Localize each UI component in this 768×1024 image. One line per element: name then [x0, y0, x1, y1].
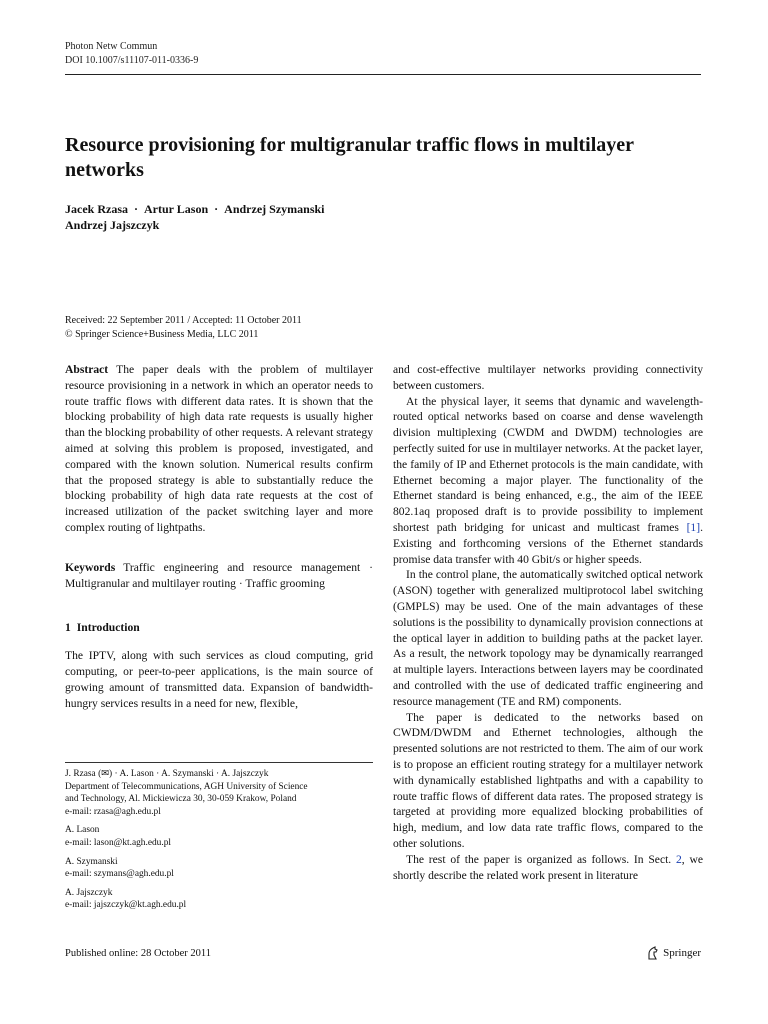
- paper-title: Resource provisioning for multigranular traffic flows in multilayer networks: [65, 134, 634, 181]
- author-name: Andrzej Szymanski: [224, 202, 325, 216]
- affiliation-footnotes: [65, 768, 373, 918]
- author-name: Andrzej Jajszczyk: [65, 218, 160, 232]
- received-accepted-dates: Received: 22 September 2011 / Accepted: 11 October 2011: [65, 315, 302, 326]
- paragraph-text: , we shortly describe the related work present in literature: [393, 852, 703, 882]
- journal-header: [65, 40, 198, 68]
- author-separator: ·: [214, 202, 219, 216]
- body-paragraph: The paper is dedicated to the networks based on CWDM/DWDM and Ethernet technologies, although the presented solutions are not restricted to them. The aim of our work is to propose an efficient routing strategy for a multilayer network with dynamically established lightpaths and with a capability to route traffic flows of different data rates. The proposed strategy is targeted at providing more equalized blocking probabilities of high, medium, and low data rate traffic flows, compared to the other solutions.: [393, 710, 703, 850]
- footnote-authors: J. Rzasa (✉) · A. Lason · A. Szymanski · A. Jajszczyk: [65, 769, 269, 779]
- citation-link[interactable]: [1]: [686, 520, 701, 534]
- body-paragraph: [393, 852, 703, 884]
- footnote-block: [65, 856, 373, 881]
- left-column: [65, 362, 373, 711]
- footnote-email: e-mail: rzasa@agh.edu.pl: [65, 806, 161, 817]
- author-name: Artur Lason: [144, 202, 209, 216]
- section-heading: [65, 620, 373, 636]
- abstract-text: The paper deals with the problem of multilayer resource provisioning in a network in which an operator needs to route traffic flows with different data rates. It is shown that the blocking probability of high data rate requests is usually higher than the blocking probability of other requests. A relevant strategy aimed at solving this problem is proposed, investigated, and compared with the known solution. Numerical results confirm that the proposed strategy is able to substantially reduce the blocking probability of high data rate requests at the cost of increased utilization of the packet switching layer and more complex routing of lightpaths.: [65, 363, 373, 534]
- intro-paragraph: The IPTV, along with such services as cloud computing, grid computing, or peer-to-peer applications, is the main source of growing amount of transmitted data. Expansion of bandwidth-hungry services results in a need for new, flexible,: [65, 649, 373, 710]
- published-online-date: Published online: 28 October 2011: [65, 948, 212, 959]
- abstract: [65, 362, 373, 536]
- footnote-rule: [65, 762, 373, 763]
- footnote-block: [65, 887, 373, 912]
- paragraph-text: The rest of the paper is organized as follows. In Sect.: [406, 852, 676, 866]
- section-number: 1: [65, 621, 71, 635]
- footnote-name: A. Szymanski: [65, 856, 118, 867]
- section-link[interactable]: 2: [675, 852, 682, 866]
- footnote-email: e-mail: lason@kt.agh.edu.pl: [65, 837, 172, 848]
- body-paragraph: [393, 394, 703, 568]
- springer-horse-icon: [646, 946, 659, 960]
- body-paragraph: and cost-effective multilayer networks providing connectivity between customers.: [393, 363, 703, 392]
- copyright-line: © Springer Science+Business Media, LLC 2011: [65, 329, 259, 340]
- author-name: Jacek Rzasa: [65, 202, 128, 216]
- footnote-block: [65, 768, 373, 818]
- doi-link[interactable]: DOI 10.1007/s11107-011-0336-9: [65, 55, 199, 66]
- journal-name: Photon Netw Commun: [65, 41, 158, 52]
- footnote-department: Department of Telecommunications, AGH University of Science: [65, 781, 308, 792]
- footnote-email: e-mail: szymans@agh.edu.pl: [65, 869, 174, 880]
- body-paragraph: In the control plane, the automatically switched optical network (ASON) together with generalized multiprotocol label switching (GMPLS) may be used. One of the main advantages of these solutions is the possibility to dynamically provision connections at the optical layer in addition to building paths at the packet layer. As a result, the network topology may be dynamically rearranged at multiple layers. Interactions between layers may be coordinated and controlled with the use of dedicated traffic engineering and resource management (TE and RM) components.: [393, 568, 703, 708]
- footnote-block: [65, 824, 373, 849]
- section-title: Introduction: [76, 621, 140, 635]
- footnote-email: e-mail: jajszczyk@kt.agh.edu.pl: [65, 900, 187, 911]
- publisher-name: Springer: [663, 947, 701, 959]
- keywords: [65, 560, 373, 592]
- footnote-address: and Technology, Al. Mickiewicza 30, 30-059 Krakow, Poland: [65, 794, 297, 805]
- footnote-name: A. Lason: [65, 825, 100, 836]
- paragraph-text: At the physical layer, it seems that dynamic and wavelength-routed optical networks based on coarse and dense wavelength division multiplexing (CWDM and DWDM) technologies are perfectly suited for use in multilayer networks. At the packet layer, the family of IP and Ethernet protocols is the main candidate, with Ethernet becoming a major player. The functionality of the Ethernet standard is being enhanced, e.g., the aim of the IEEE 802.1aq proposed draft is to provide possibility to implement shortest path bridging for unicast and multicast frames: [393, 394, 703, 534]
- paragraph-text: . Existing and forthcoming versions of the Ethernet standards promise data transfer with 40 Gbit/s or higher speeds.: [393, 520, 703, 566]
- footnote-name: A. Jajszczyk: [65, 887, 113, 898]
- keywords-label: Keywords: [65, 560, 116, 574]
- author-separator: ·: [134, 202, 139, 216]
- header-rule: [65, 74, 701, 75]
- publisher-mark: [646, 946, 701, 960]
- author-list: [65, 201, 425, 233]
- publication-dates: [65, 314, 302, 342]
- right-column: [393, 362, 703, 883]
- keywords-text: Traffic engineering and resource management · Multigranular and multilayer routing · Traffic grooming: [65, 560, 373, 590]
- abstract-label: Abstract: [65, 363, 109, 376]
